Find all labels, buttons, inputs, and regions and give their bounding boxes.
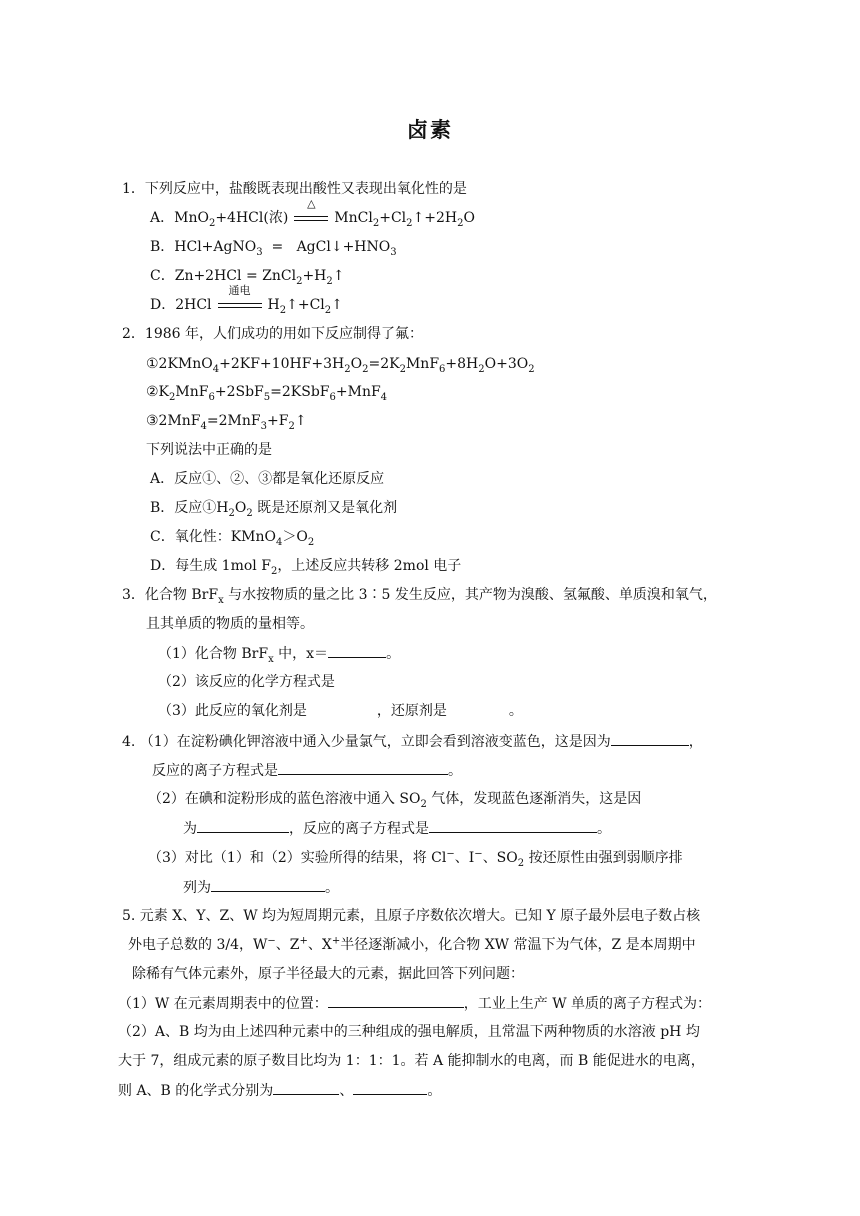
answer-blank[interactable] — [278, 760, 448, 775]
q1-stem: 1．下列反应中，盐酸既表现出酸性又表现出氧化性的是 — [122, 181, 467, 197]
answer-blank[interactable] — [353, 1080, 427, 1095]
q4-part-3-continued: 列为 。 — [183, 877, 339, 898]
q3-stem: 3．化合物 BrF$_x$ 与水按物质的量之比 3∶5 发生反应，其产物为溴酸、氢氟酸、单质溴和氧气， — [122, 587, 717, 606]
answer-blank[interactable] — [197, 818, 289, 833]
q1-option-d: D．2HCl 通电 $H_2↑+Cl_2↑$ — [150, 284, 343, 316]
q2-reaction-1: $①2KMnO_4+2KF+10HF+3H_2O_2=2K_2MnF_6+8H_2O+3O_2$ — [146, 356, 535, 375]
q2-option-a: A．反应①、②、③都是氧化还原反应 — [150, 471, 385, 487]
q5-part-2: （2）A、B 均为由上述四种元素中的三种组成的强电解质，且常温下两种物质的水溶液 pH 均 — [118, 1024, 700, 1040]
q4-part-1-equation: 反应的离子方程式是 。 — [152, 760, 462, 781]
answer-blank[interactable] — [611, 731, 689, 746]
answer-blank[interactable] — [273, 1080, 339, 1095]
q4-part-1: 4. （1）在淀粉碘化钾溶液中通入少量氯气，立即会看到溶液变蓝色，这是因为 ， — [122, 731, 703, 752]
q2-reaction-3: $③2MnF_4=2MnF_3+F_2↑$ — [146, 413, 307, 432]
q2-option-d: D．每生成 1mol $F_2$，上述反应共转移 2mol 电子 — [150, 558, 462, 577]
q5-part-2-line-3: 则 A、B 的化学式分别为 、 。 — [118, 1080, 441, 1101]
heat-reaction-sign: △ — [294, 211, 328, 225]
q3-part-3: （3）此反应的氧化剂是 ，还原剂是 。 — [158, 703, 523, 719]
q5-stem-line-2: 外电子总数的 3/4，W−、Z+、X+半径逐渐减小，化合物 XW 常温下为气体，Z 是本周期中 — [128, 935, 696, 953]
q5-stem: 5. 元素 X、Y、Z、W 均为短周期元素，且原子序数依次增大。已知 Y 原子最外层电子数占核 — [122, 908, 701, 924]
q5-part-2-line-2: 大于 7，组成元素的原子数目比均为 1：1：1。若 A 能抑制水的电离，而 B 能促进水的电离， — [118, 1053, 705, 1069]
electrolysis-reaction-sign: 通电 — [218, 298, 262, 312]
answer-blank[interactable] — [211, 877, 325, 892]
q2-reaction-2: $②K_2MnF_6+2SbF_5=2KSbF_6+MnF_4$ — [146, 384, 388, 403]
q5-part-1: （1）W 在元素周期表中的位置： ，工业上生产 W 单质的离子方程式为： — [118, 993, 711, 1014]
q4-part-3: （3）对比（1）和（2）实验所得的结果，将 Cl−、I−、$SO_2$ 按还原性由强到弱顺序排 — [148, 848, 683, 869]
q2-stem: 2．1986 年，人们成功的用如下反应制得了氟： — [122, 326, 423, 342]
answer-blank[interactable] — [429, 818, 597, 833]
q1-option-b: B．HCl+AgNO$_3$ = $AgCl↓+HNO_3$ — [150, 239, 397, 258]
q3-stem-continued: 且其单质的物质的量相等。 — [146, 616, 314, 632]
q3-part-2: （2）该反应的化学方程式是 — [158, 674, 335, 690]
q1-option-a: A．MnO$_2$+4HCl(浓) △ $MnCl_2+Cl_2↑+2H_2O$ — [150, 197, 475, 229]
q2-ask: 下列说法中正确的是 — [146, 442, 272, 458]
q5-stem-line-3: 除稀有气体元素外，原子半径最大的元素，据此回答下列问题： — [132, 966, 524, 982]
page-title: 卤素 — [407, 118, 453, 142]
q4-part-2: （2）在碘和淀粉形成的蓝色溶液中通入 $SO_2$ 气体，发现蓝色逐渐消失，这是因 — [148, 791, 642, 810]
q2-option-c: C．氧化性：$KMnO_4>O_2$ — [150, 529, 315, 548]
q1-option-c: C．$Zn+2HCl = ZnCl_2+H_2↑$ — [150, 268, 345, 287]
q3-part-1: （1）化合物 BrF$_x$ 中，x＝ 。 — [158, 643, 400, 664]
q2-option-b: B．反应$①H_2O_2$ 既是还原剂又是氧化剂 — [150, 500, 398, 519]
answer-blank[interactable] — [328, 993, 464, 1008]
q4-part-2-continued: 为 ，反应的离子方程式是 。 — [183, 818, 611, 839]
answer-blank[interactable] — [328, 643, 386, 658]
